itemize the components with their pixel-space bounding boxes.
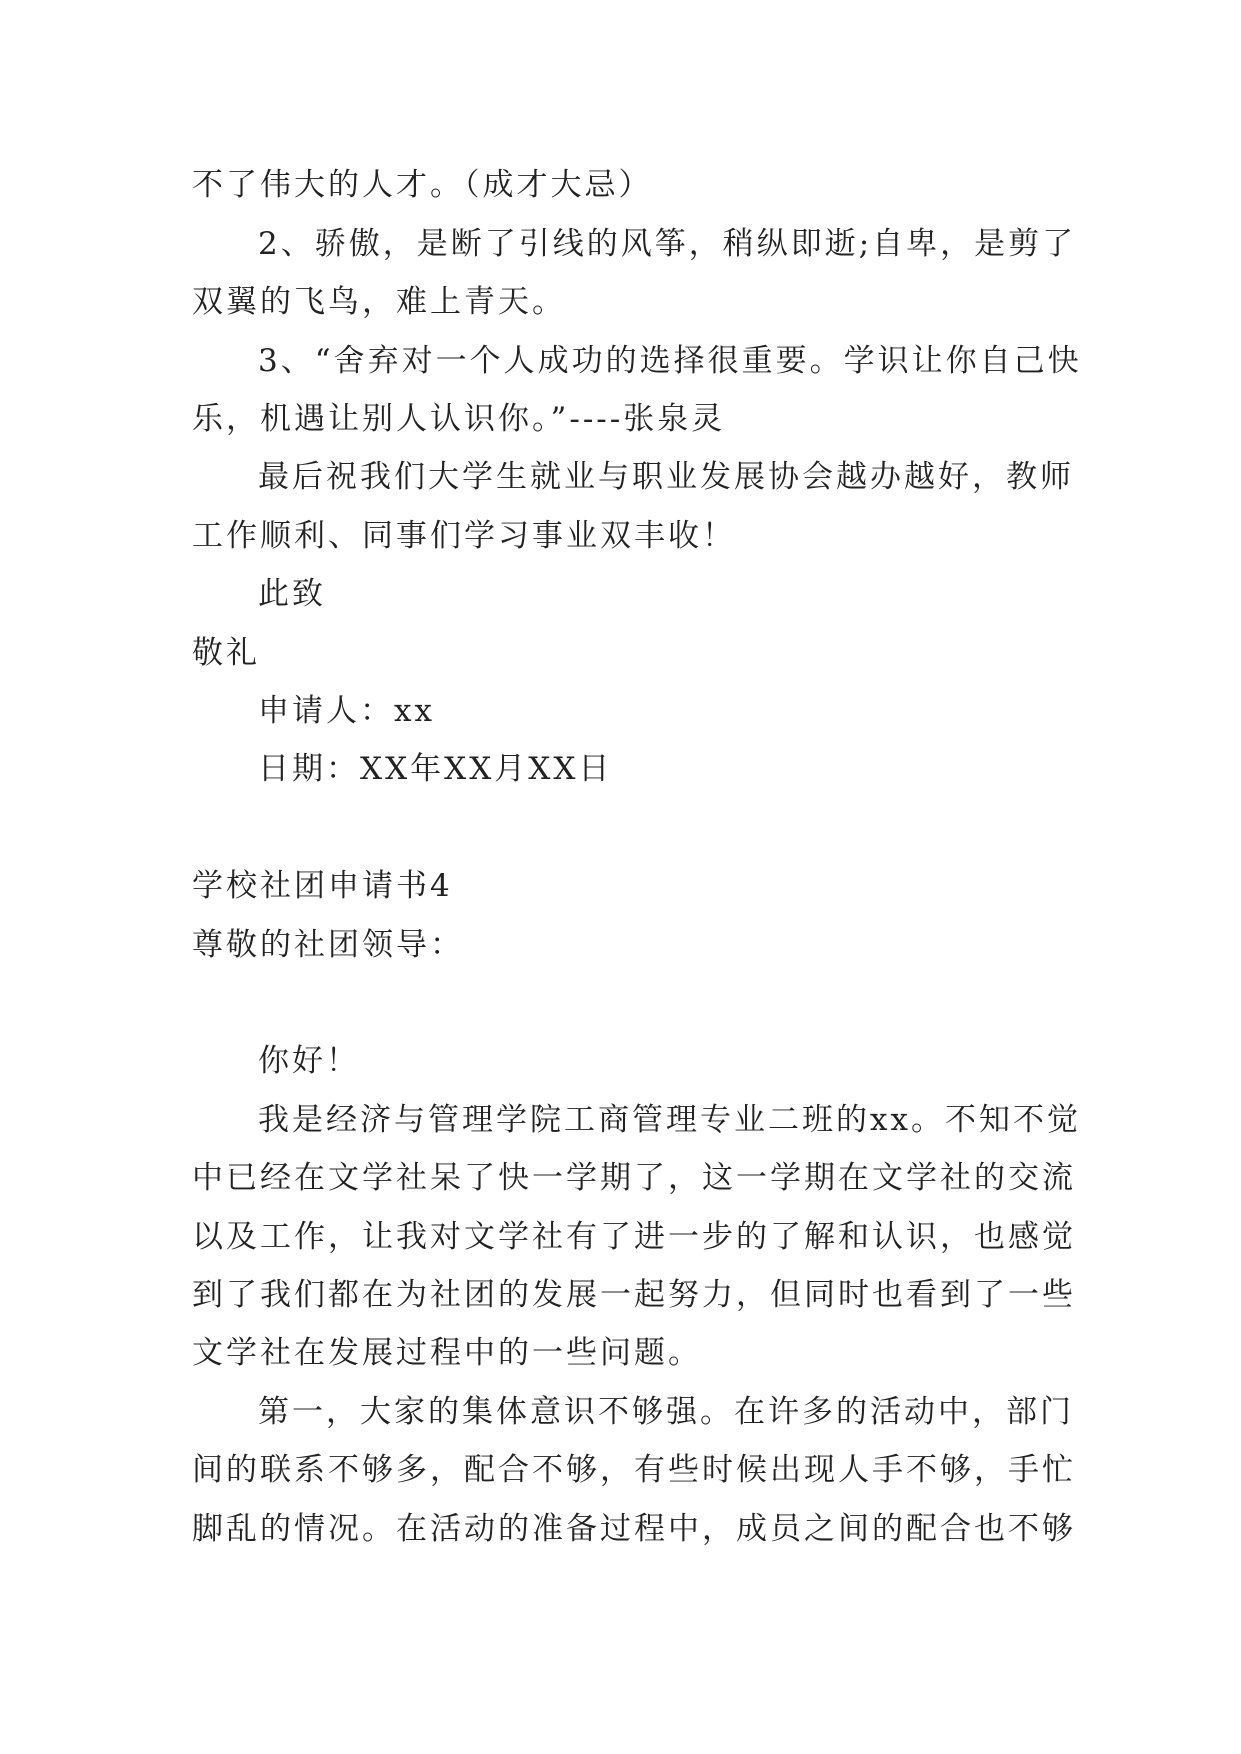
text-line: 我是经济与管理学院工商管理专业二班的xx。不知不觉 xyxy=(258,1102,1081,1138)
text-line: 不了伟大的人才。（成才大忌） xyxy=(192,167,653,203)
text-line: 3、“舍弃对一个人成功的选择很重要。学识让你自己快 xyxy=(258,343,1082,379)
salutation: 尊敬的社团领导： xyxy=(192,927,464,963)
text-line: 双翼的飞鸟，难上青天。 xyxy=(192,284,566,320)
closing-line: 此致 xyxy=(258,576,326,612)
closing-line: 敬礼 xyxy=(192,635,260,671)
applicant-line: 申请人：xx xyxy=(258,693,435,729)
text-line: 工作顺利、同事们学习事业双丰收！ xyxy=(192,518,736,554)
text-line: 乐，机遇让别人认识你。”----张泉灵 xyxy=(192,401,726,437)
text-line: 间的联系不够多，配合不够，有些时候出现人手不够，手忙 xyxy=(192,1452,1076,1488)
text-line: 最后祝我们大学生就业与职业发展协会越办越好，教师 xyxy=(258,459,1074,495)
text-line: 到了我们都在为社团的发展一起努力，但同时也看到了一些 xyxy=(192,1277,1076,1313)
section-title: 学校社团申请书4 xyxy=(192,868,453,904)
greeting: 你好！ xyxy=(258,1043,360,1079)
text-line: 2、骄傲，是断了引线的风筝，稍纵即逝;自卑，是剪了 xyxy=(258,226,1077,262)
date-line: 日期：XX年XX月XX日 xyxy=(258,751,613,787)
text-line: 以及工作，让我对文学社有了进一步的了解和认识，也感觉 xyxy=(192,1219,1076,1255)
text-line: 第一，大家的集体意识不够强。在许多的活动中，部门 xyxy=(258,1394,1074,1430)
text-line: 中已经在文学社呆了快一学期了，这一学期在文学社的交流 xyxy=(192,1160,1076,1196)
text-line: 脚乱的情况。在活动的准备过程中，成员之间的配合也不够 xyxy=(192,1511,1076,1547)
text-line: 文学社在发展过程中的一些问题。 xyxy=(192,1335,702,1371)
